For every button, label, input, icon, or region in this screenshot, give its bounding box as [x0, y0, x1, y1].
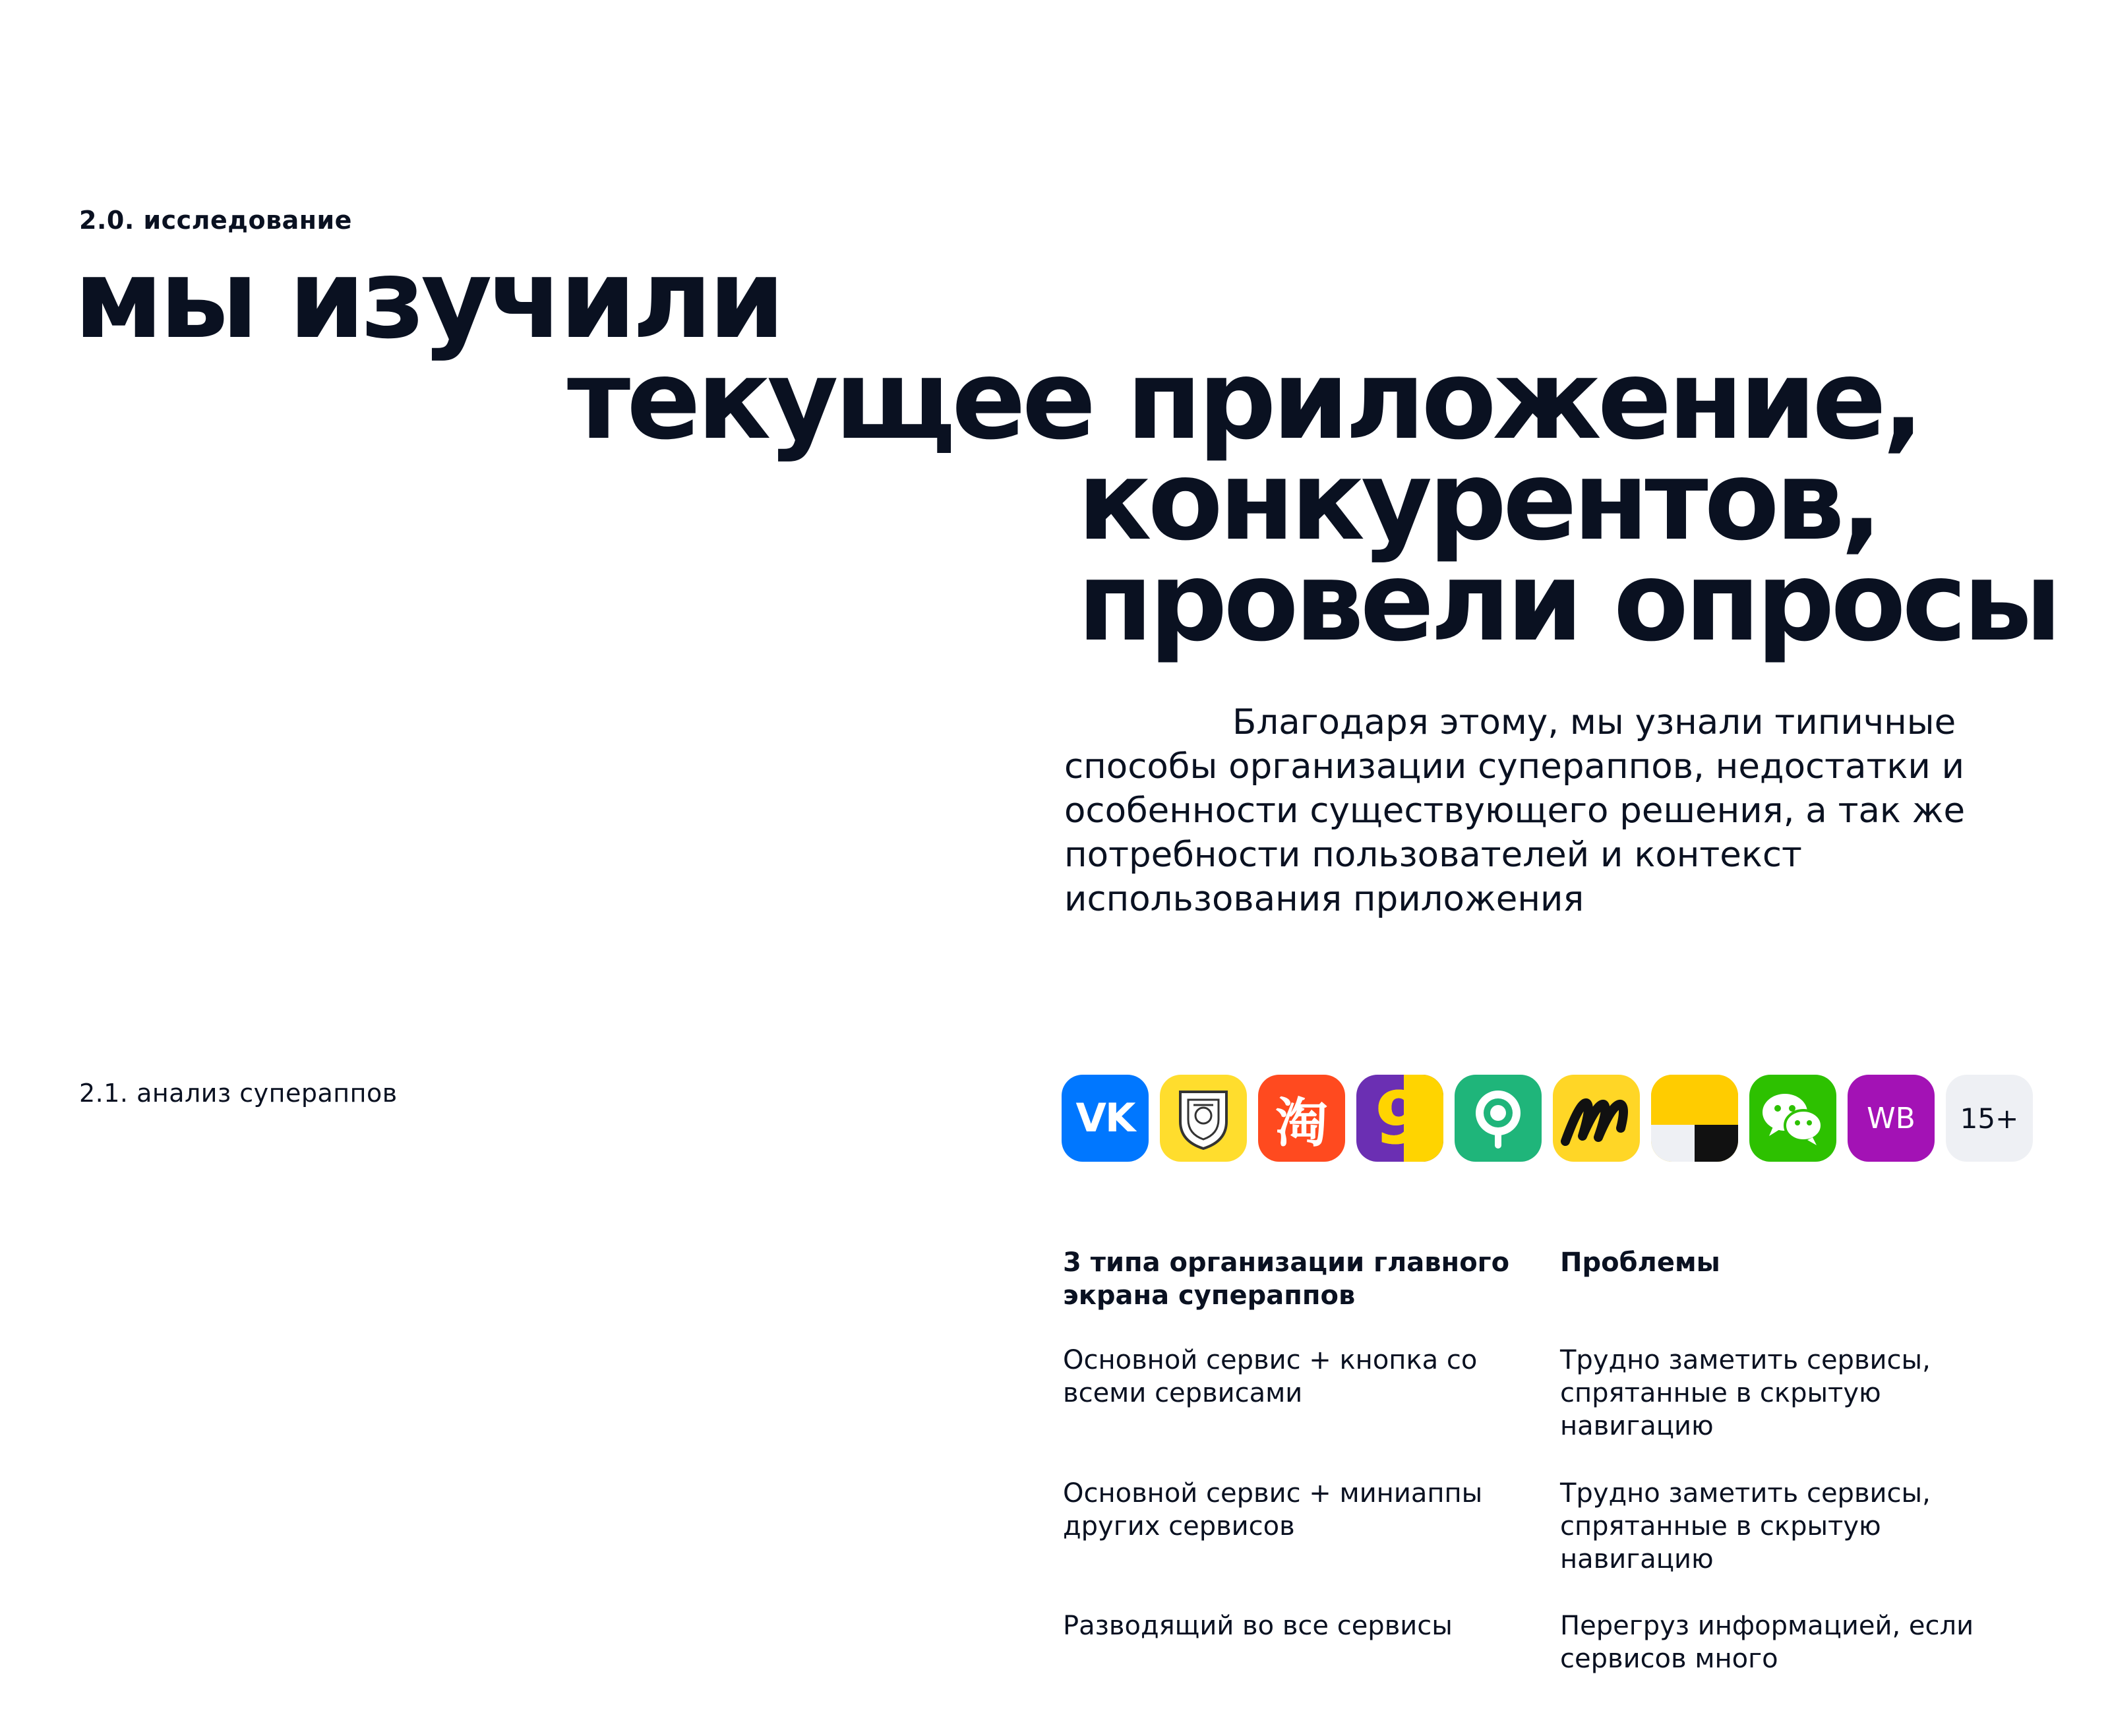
location-pin-icon: [1455, 1075, 1542, 1162]
type-item: Разводящий во все сервисы: [1063, 1611, 1453, 1641]
taobao-icon: 淘: [1258, 1075, 1345, 1162]
problem-item: Трудно заметить сервисы, спрятанные в скрытую навигацию: [1560, 1478, 1931, 1574]
wildberries-icon: WB: [1848, 1075, 1935, 1162]
vk-icon: VK: [1062, 1075, 1149, 1162]
type-item: Основной сервис + миниаппы других сервисов: [1063, 1478, 1483, 1541]
app-icons-row: [1062, 1075, 2033, 1162]
problem-item: Перегруз информацией, если сервисов много: [1560, 1611, 1974, 1674]
headline-line-2: текущее приложение,: [567, 337, 1921, 464]
type-item: Основной сервис + кнопка со всеми сервисами: [1063, 1345, 1478, 1408]
nine-icon: 9: [1356, 1075, 1443, 1162]
headline-line-1: мы изучили: [74, 236, 781, 363]
wechat-icon: [1749, 1075, 1836, 1162]
more-apps-badge: 15+: [1946, 1075, 2033, 1162]
section-label-analysis: 2.1. анализ супераппов: [79, 1079, 398, 1108]
headline-line-3: конкурентов,: [1077, 438, 1879, 565]
intro-paragraph: Благодаря этому, мы узнали типичные способы организации супераппов, недостатки и особенности существующего решения, а так же потребности пользователей и контекст использования приложения: [1064, 702, 1966, 919]
yandex-market-icon: [1553, 1075, 1640, 1162]
section-label-research: 2.0. исследование: [79, 206, 352, 235]
problem-item: Трудно заметить сервисы, спрятанные в скрытую навигацию: [1560, 1345, 1931, 1441]
yandex-go-icon: [1651, 1075, 1738, 1162]
types-column-header: 3 типа организации главного экрана супераппов: [1063, 1247, 1510, 1311]
problems-column-header: Проблемы: [1560, 1247, 1720, 1278]
tinkoff-icon: [1160, 1075, 1247, 1162]
headline-line-4: провели опросы: [1077, 539, 2059, 666]
